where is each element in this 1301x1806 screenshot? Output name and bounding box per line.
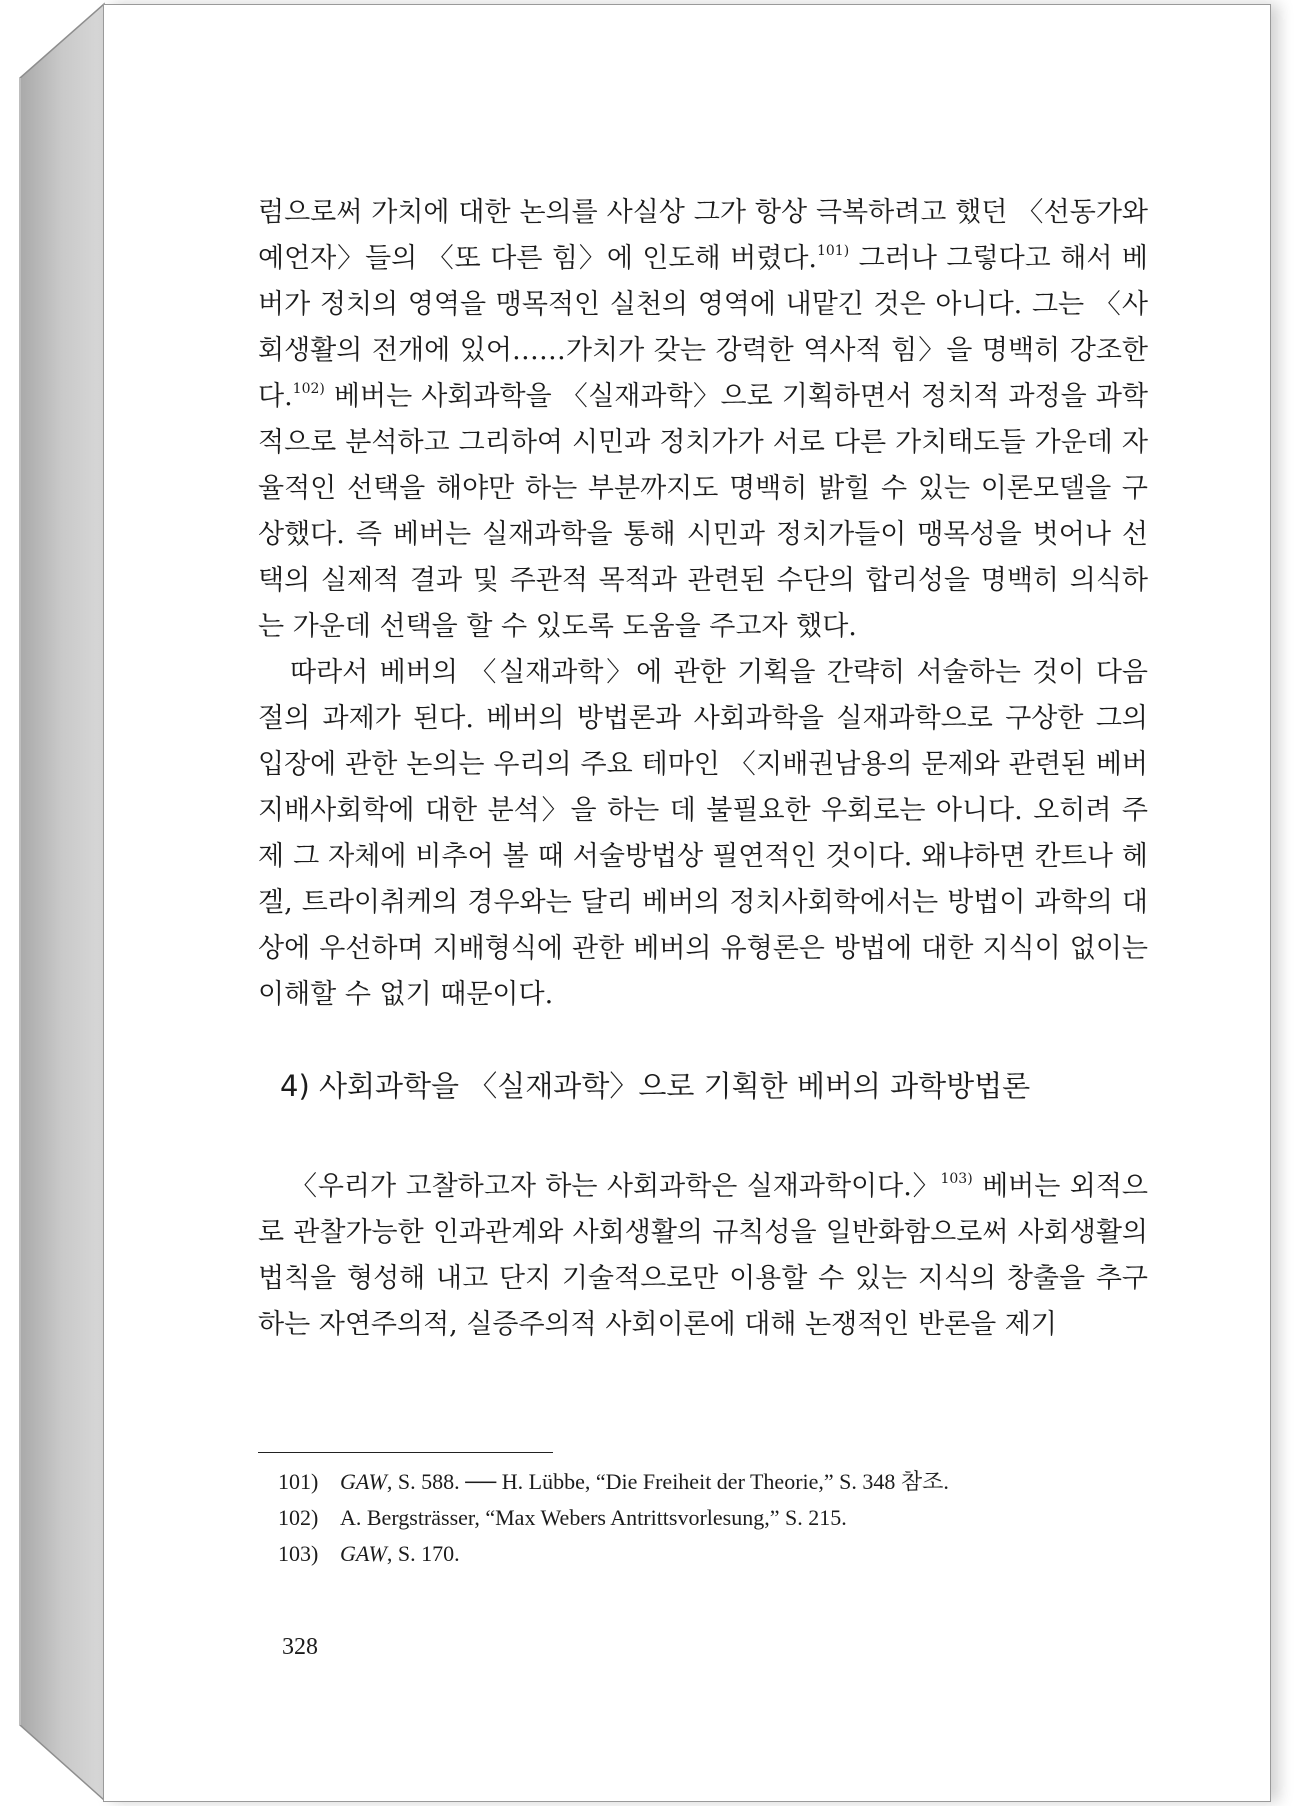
footnotes [278, 1464, 1138, 1572]
paragraph-1-part-a: 럼으로써 가치에 대한 논의를 사실상 그가 항상 극복하려고 했던 〈선동가와 예언자〉들의 〈또 다른 힘〉에 인도해 버렸다. [258, 197, 1148, 274]
section-heading: 4) 사회과학을 〈실재과학〉으로 기획한 베버의 과학방법론 [280, 1069, 1031, 1103]
footnote-italic: GAW [340, 1541, 387, 1566]
footnote-text: , S. 588. ── H. Lübbe, “Die Freiheit der Theorie,” S. 348 참조. [386, 1469, 949, 1494]
paragraph-2: 따라서 베버의 〈실재과학〉에 관한 기획을 간략히 서술하는 것이 다음 절의 과제가 된다. 베버의 방법론과 사회과학을 실재과학으로 구상한 그의 입장에 관한 논의는 우리의 주요 테마인 〈지배권남용의 문제와 관련된 베버 지배사회학에 대한 분석〉을 하는 데 불필요한 우회로는 아니다. 오히려 주제 그 자체에 비추어 볼 때 서술방법상 필연적인 것이다. 왜냐하면 칸트나 헤겔, 트라이취케의 경우와는 달리 베버의 정치사회학에서는 방법이 과학의 대상에 우선하며 지배형식에 관한 베버의 유형론은 방법에 대한 지식이 없이는 이해할 수 없기 때문이다. [258, 657, 1148, 1010]
paragraph-1 [258, 190, 1148, 650]
footnote-number: 101) [278, 1469, 319, 1494]
footnote-number: 102) [278, 1505, 319, 1530]
page-body [258, 190, 1148, 1348]
footnote-italic: GAW [340, 1469, 387, 1494]
footnote-ref-103: 103) [940, 1171, 973, 1187]
paragraph-3-part-a: 〈우리가 고찰하고자 하는 사회과학은 실재과학이다.〉 [290, 1171, 941, 1202]
paragraph-3 [258, 1164, 1148, 1348]
footnote-ref-101: 101) [816, 243, 850, 259]
paragraph-3-part-b: 베버는 외적으로 관찰가능한 인과관계와 사회생활의 규칙성을 일반화함으로써 사회생활의 법칙을 형성해 내고 단지 기술적으로만 이용할 수 있는 지식의 창출을 추구하는 자연주의적, 실증주의적 사회이론에 대해 논쟁적인 반론을 제기 [258, 1171, 1148, 1340]
footnote-text: , S. 170. [386, 1541, 460, 1566]
footnote-102 [278, 1500, 1138, 1536]
footnote-101 [278, 1464, 1138, 1500]
book-spine-edge [0, 0, 110, 1806]
footnote-text: A. Bergsträsser, “Max Webers Antrittsvorlesung,” S. 215. [340, 1505, 847, 1530]
page-number: 328 [282, 1634, 318, 1660]
footnote-number: 103) [278, 1541, 319, 1566]
paragraph-1-part-b: 그러나 그렇다고 해서 베버가 정치의 영역을 맹목적인 실천의 영역에 내맡긴 것은 아니다. 그는 〈사회생활의 전개에 있어……가치가 갖는 강력한 역사적 힘〉을 명백히 강조한다. [258, 243, 1148, 412]
footnote-103 [278, 1536, 1138, 1572]
paragraph-1-part-c: 베버는 사회과학을 〈실재과학〉으로 기획하면서 정치적 과정을 과학적으로 분석하고 그리하여 시민과 정치가가 서로 다른 가치태도들 가운데 자율적인 선택을 해야만 하는 부분까지도 명백히 밝힐 수 있는 이론모델을 구상했다. 즉 베버는 실재과학을 통해 시민과 정치가들이 맹목성을 벗어나 선택의 실제적 결과 및 주관적 목적과 관련된 수단의 합리성을 명백히 의식하는 가운데 선택을 할 수 있도록 도움을 주고자 했다. [258, 381, 1148, 642]
footnote-ref-102: 102) [292, 381, 325, 397]
footnote-divider [258, 1452, 553, 1453]
